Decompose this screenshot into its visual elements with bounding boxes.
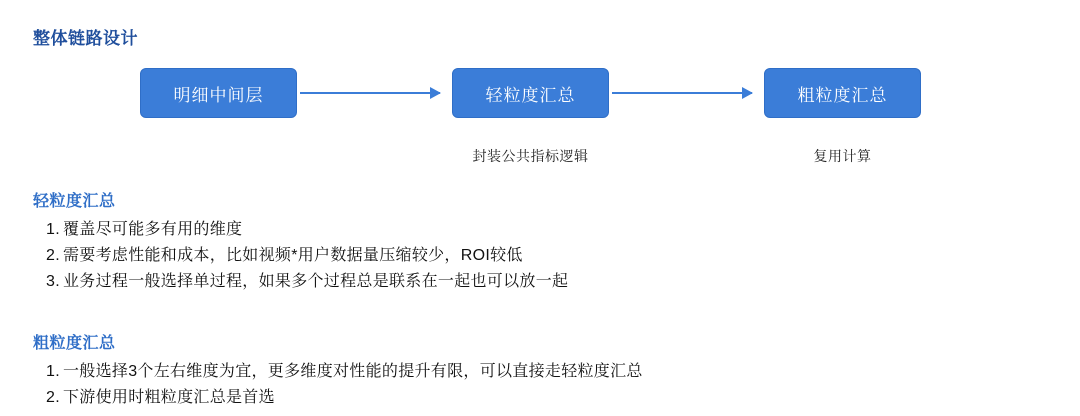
list-item-index: 2. xyxy=(46,389,60,406)
list-light-aggregation xyxy=(33,217,1033,295)
list-item-index: 2. xyxy=(46,247,60,264)
list-item xyxy=(33,217,1033,243)
flow-node-coarse-aggregation[interactable]: 粗粒度汇总 xyxy=(764,68,921,118)
flow-diagram xyxy=(0,68,1080,168)
flow-node-detail-layer[interactable]: 明细中间层 xyxy=(140,68,297,118)
list-item-text: 一般选择3个左右维度为宜，更多维度对性能的提升有限，可以直接走轻粒度汇总 xyxy=(63,363,643,380)
section-coarse-aggregation xyxy=(33,330,1033,411)
list-item xyxy=(33,269,1033,295)
list-item-index: 3. xyxy=(46,273,60,290)
flow-caption-light: 封装公共指标逻辑 xyxy=(472,148,589,164)
list-item xyxy=(33,385,1033,411)
list-item-index: 1. xyxy=(46,221,60,238)
list-item xyxy=(33,243,1033,269)
flow-node-light-aggregation[interactable]: 轻粒度汇总 xyxy=(452,68,609,118)
flow-arrow-1-icon xyxy=(300,92,440,94)
list-item-text: 需要考虑性能和成本，比如视频*用户数据量压缩较少，ROI较低 xyxy=(63,247,523,264)
list-item-text: 覆盖尽可能多有用的维度 xyxy=(63,221,243,238)
flow-caption-coarse: 复用计算 xyxy=(813,148,872,164)
flow-arrow-2-icon xyxy=(612,92,752,94)
list-item-text: 业务过程一般选择单过程，如果多个过程总是联系在一起也可以放一起 xyxy=(63,273,569,290)
section-heading-light: 轻粒度汇总 xyxy=(33,193,116,210)
section-light-aggregation xyxy=(33,188,1033,295)
list-item-index: 1. xyxy=(46,363,60,380)
section-heading-coarse: 粗粒度汇总 xyxy=(33,335,116,352)
page-title: 整体链路设计 xyxy=(33,29,138,48)
list-coarse-aggregation xyxy=(33,359,1033,411)
list-item-text: 下游使用时粗粒度汇总是首选 xyxy=(63,389,275,406)
list-item xyxy=(33,359,1033,385)
